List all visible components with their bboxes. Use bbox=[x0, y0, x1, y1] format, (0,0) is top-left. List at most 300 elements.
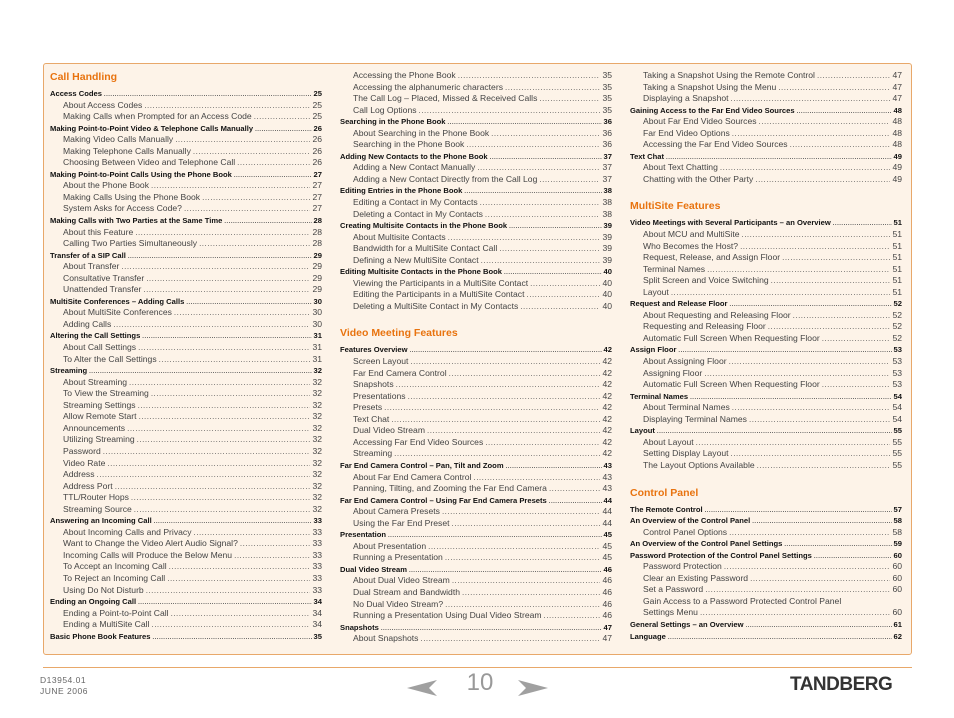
toc-topic-entry[interactable] bbox=[630, 504, 902, 516]
toc-entry-title: About Snapshots bbox=[353, 633, 419, 644]
toc-subtopic-entry[interactable] bbox=[50, 573, 322, 585]
section-heading: Control Panel bbox=[630, 486, 699, 499]
toc-entry-title: Streaming bbox=[353, 448, 393, 459]
dot-leader bbox=[724, 561, 891, 573]
toc-entry-title: Running a Presentation bbox=[353, 552, 443, 563]
dot-leader bbox=[146, 273, 310, 285]
toc-entry-title: Unattended Transfer bbox=[63, 284, 142, 295]
toc-subtopic-entry[interactable] bbox=[630, 607, 902, 619]
toc-subtopic-entry[interactable] bbox=[630, 368, 902, 380]
toc-entry-title: About Camera Presets bbox=[353, 506, 440, 517]
previous-page-icon[interactable] bbox=[407, 680, 437, 696]
toc-subtopic-entry[interactable] bbox=[630, 93, 902, 105]
toc-topic-entry[interactable] bbox=[50, 296, 322, 308]
dot-leader bbox=[143, 284, 310, 296]
toc-topic-entry[interactable] bbox=[630, 515, 902, 527]
toc-topic-entry[interactable] bbox=[340, 185, 612, 197]
toc-entry-title: Far End Camera Control – Using Far End Camera Presets bbox=[340, 495, 547, 505]
dot-leader bbox=[420, 633, 600, 645]
toc-page-number: 60 bbox=[892, 572, 902, 583]
toc-subtopic-entry[interactable] bbox=[630, 379, 902, 391]
toc-subtopic-entry[interactable] bbox=[340, 599, 612, 611]
dot-leader bbox=[666, 153, 892, 163]
toc-page-number: 25 bbox=[312, 111, 322, 122]
dot-leader bbox=[678, 346, 891, 356]
toc-entry-title: Displaying a Snapshot bbox=[643, 93, 729, 104]
toc-subtopic-entry[interactable] bbox=[50, 492, 322, 504]
toc-topic-entry[interactable] bbox=[50, 88, 322, 100]
dot-leader bbox=[527, 289, 601, 301]
toc-page-number: 45 bbox=[602, 540, 612, 551]
toc-topic-entry[interactable] bbox=[50, 631, 322, 643]
toc-entry-title: Allow Remote Start bbox=[63, 411, 137, 422]
dot-leader bbox=[107, 458, 310, 470]
toc-subtopic-entry[interactable] bbox=[340, 139, 612, 151]
toc-page-number: 51 bbox=[892, 252, 902, 263]
toc-entry-title: About Transfer bbox=[63, 261, 120, 272]
toc-subtopic-entry[interactable] bbox=[630, 573, 902, 585]
dot-leader bbox=[89, 367, 311, 377]
toc-page-number: 35 bbox=[602, 81, 612, 92]
toc-subtopic-entry[interactable] bbox=[340, 197, 612, 209]
toc-topic-entry[interactable] bbox=[50, 250, 322, 262]
toc-page-number: 32 bbox=[312, 480, 322, 491]
toc-entry-title: Accessing the Phone Book bbox=[353, 70, 456, 80]
toc-entry-title: The Call Log – Placed, Missed & Received Calls bbox=[353, 93, 538, 104]
toc-subtopic-entry[interactable] bbox=[50, 111, 322, 123]
toc-page-number: 26 bbox=[312, 157, 322, 168]
toc-subtopic-entry[interactable] bbox=[50, 388, 322, 400]
toc-frame bbox=[43, 63, 912, 655]
toc-subtopic-entry[interactable] bbox=[630, 310, 902, 322]
toc-subtopic-entry[interactable] bbox=[50, 192, 322, 204]
toc-page-number: 33 bbox=[312, 526, 322, 537]
toc-page-number: 32 bbox=[312, 469, 322, 480]
toc-subtopic-entry[interactable] bbox=[630, 70, 902, 82]
toc-entry-text[interactable]: Gain Access to a Password Protected Control Panel bbox=[643, 595, 842, 606]
toc-subtopic-entry[interactable] bbox=[50, 354, 322, 366]
toc-subtopic-entry[interactable] bbox=[630, 264, 902, 276]
toc-entry-title: About Dual Video Stream bbox=[353, 575, 450, 586]
toc-entry-title: Gaining Access to the Far End Video Sources bbox=[630, 105, 795, 115]
toc-subtopic-entry[interactable] bbox=[630, 252, 902, 264]
toc-subtopic-entry[interactable] bbox=[50, 538, 322, 550]
toc-entry-title: Password bbox=[63, 445, 101, 456]
toc-subtopic-entry[interactable] bbox=[340, 425, 612, 437]
toc-page-number: 45 bbox=[602, 552, 612, 563]
toc-topic-entry[interactable] bbox=[50, 169, 322, 181]
toc-entry-title: About Far End Camera Control bbox=[353, 471, 472, 482]
toc-subtopic-entry[interactable] bbox=[630, 275, 902, 287]
toc-entry-title: Editing Multisite Contacts in the Phone Book bbox=[340, 267, 503, 277]
dot-leader bbox=[490, 153, 602, 163]
toc-subtopic-entry[interactable] bbox=[340, 610, 612, 622]
toc-entry-title: Far End Camera Control bbox=[353, 367, 447, 378]
toc-subtopic-entry[interactable] bbox=[50, 585, 322, 597]
section-heading: Call Handling bbox=[50, 71, 118, 83]
toc-topic-entry[interactable] bbox=[630, 619, 902, 631]
toc-topic-entry[interactable] bbox=[630, 425, 902, 437]
toc-topic-entry[interactable] bbox=[340, 151, 612, 163]
toc-subtopic-entry[interactable] bbox=[340, 575, 612, 587]
toc-page-number: 54 bbox=[893, 391, 902, 401]
toc-page-number: 58 bbox=[892, 526, 902, 537]
dot-leader bbox=[151, 180, 310, 192]
dot-leader bbox=[121, 261, 310, 273]
toc-subtopic-entry[interactable] bbox=[630, 174, 902, 186]
toc-page-number: 35 bbox=[602, 104, 612, 115]
toc-entry-title: Taking a Snapshot Using the Remote Control bbox=[643, 70, 815, 80]
toc-subtopic-entry[interactable] bbox=[340, 174, 612, 186]
toc-page-number: 53 bbox=[892, 356, 902, 367]
toc-subtopic-entry[interactable] bbox=[50, 238, 322, 250]
toc-subtopic-entry[interactable] bbox=[50, 458, 322, 470]
dot-leader bbox=[175, 134, 310, 146]
toc-page-number: 61 bbox=[893, 619, 902, 629]
section-heading: MultiSite Features bbox=[630, 200, 721, 213]
toc-topic-entry[interactable] bbox=[630, 151, 902, 163]
dot-leader bbox=[237, 157, 310, 169]
toc-subtopic-entry[interactable] bbox=[340, 483, 612, 495]
toc-page-number: 53 bbox=[892, 379, 902, 390]
toc-entry-title: No Dual Video Stream? bbox=[353, 598, 444, 609]
toc-subtopic-entry[interactable] bbox=[50, 550, 322, 562]
dot-leader bbox=[381, 624, 602, 634]
dot-leader bbox=[142, 332, 311, 342]
dot-leader bbox=[704, 368, 890, 380]
toc-topic-entry[interactable] bbox=[630, 391, 902, 403]
dot-leader bbox=[138, 598, 311, 608]
toc-entry-title: Running a Presentation Using Dual Video Stream bbox=[353, 610, 542, 621]
toc-subtopic-entry[interactable] bbox=[340, 255, 612, 267]
toc-page-number: 28 bbox=[312, 226, 322, 237]
toc-subtopic-entry[interactable] bbox=[340, 587, 612, 599]
toc-subtopic-entry[interactable] bbox=[50, 273, 322, 285]
toc-entry-title: About Searching in the Phone Book bbox=[353, 127, 490, 138]
dot-leader bbox=[234, 550, 310, 562]
toc-subtopic-entry[interactable] bbox=[630, 229, 902, 241]
toc-subtopic-entry[interactable] bbox=[50, 146, 322, 158]
next-page-icon[interactable] bbox=[518, 680, 548, 696]
toc-page-number: 38 bbox=[603, 186, 612, 196]
toc-subtopic-entry[interactable] bbox=[340, 289, 612, 301]
dot-leader bbox=[530, 278, 600, 290]
toc-topic-entry[interactable] bbox=[630, 631, 902, 643]
toc-entry-title: Accessing the alphanumeric characters bbox=[353, 81, 503, 92]
dot-leader bbox=[127, 423, 310, 435]
toc-page-number: 27 bbox=[312, 191, 322, 202]
toc-entry-title: TTL/Router Hops bbox=[63, 492, 129, 503]
toc-subtopic-entry[interactable] bbox=[630, 460, 902, 472]
dot-leader bbox=[790, 139, 891, 151]
toc-subtopic-entry[interactable] bbox=[340, 209, 612, 221]
toc-subtopic-entry[interactable] bbox=[630, 448, 902, 460]
toc-subtopic-entry[interactable] bbox=[50, 608, 322, 620]
toc-subtopic-entry[interactable] bbox=[340, 437, 612, 449]
dot-leader bbox=[169, 561, 311, 573]
toc-subtopic-entry[interactable] bbox=[50, 284, 322, 296]
toc-subtopic-entry[interactable] bbox=[340, 518, 612, 530]
toc-topic-entry[interactable] bbox=[50, 123, 322, 135]
toc-page-number: 55 bbox=[893, 426, 902, 436]
toc-subtopic-entry[interactable] bbox=[630, 356, 902, 368]
toc-entry-title: An Overview of the Control Panel Settings bbox=[630, 539, 783, 549]
dot-leader bbox=[409, 566, 602, 576]
toc-subtopic-entry[interactable] bbox=[50, 342, 322, 354]
toc-subtopic-entry[interactable] bbox=[630, 333, 902, 345]
dot-leader bbox=[128, 252, 312, 262]
toc-entry-title: MultiSite Conferences – Adding Calls bbox=[50, 296, 185, 306]
toc-subtopic-entry[interactable] bbox=[50, 180, 322, 192]
toc-subtopic-entry[interactable] bbox=[340, 633, 612, 645]
dot-leader bbox=[419, 105, 601, 117]
dot-leader bbox=[445, 552, 601, 564]
toc-subtopic-entry[interactable] bbox=[50, 400, 322, 412]
toc-entry-title: Accessing the Far End Video Sources bbox=[643, 139, 788, 150]
toc-topic-entry[interactable] bbox=[340, 622, 612, 634]
toc-subtopic-entry[interactable] bbox=[50, 504, 322, 516]
toc-entry-title: About Text Chatting bbox=[643, 162, 718, 173]
dot-leader bbox=[755, 174, 890, 186]
toc-subtopic-entry[interactable] bbox=[630, 584, 902, 596]
toc-page-number: 55 bbox=[892, 436, 902, 447]
toc-page-number: 55 bbox=[892, 448, 902, 459]
dot-leader bbox=[732, 128, 891, 140]
toc-entry-title: Layout bbox=[630, 426, 655, 436]
toc-subtopic-entry[interactable] bbox=[50, 469, 322, 481]
dot-leader bbox=[485, 209, 601, 221]
toc-topic-entry[interactable] bbox=[630, 538, 902, 550]
toc-page-number: 48 bbox=[892, 139, 902, 150]
toc-subtopic-entry[interactable] bbox=[50, 377, 322, 389]
toc-page-number: 29 bbox=[312, 261, 322, 272]
toc-topic-entry[interactable] bbox=[50, 215, 322, 227]
toc-subtopic-entry[interactable] bbox=[340, 93, 612, 105]
toc-page-number: 48 bbox=[893, 105, 902, 115]
toc-subtopic-entry[interactable] bbox=[630, 287, 902, 299]
toc-page-number: 32 bbox=[312, 445, 322, 456]
toc-topic-entry[interactable] bbox=[340, 460, 612, 472]
toc-subtopic-entry[interactable] bbox=[340, 105, 612, 117]
toc-subtopic-entry[interactable] bbox=[340, 402, 612, 414]
toc-entry-title: Altering the Call Settings bbox=[50, 331, 141, 341]
toc-subtopic-entry[interactable] bbox=[630, 128, 902, 140]
toc-topic-entry[interactable] bbox=[50, 515, 322, 527]
toc-entry-title: Accessing Far End Video Sources bbox=[353, 436, 484, 447]
toc-page-number: 32 bbox=[312, 422, 322, 433]
toc-entry-title: About Multisite Contacts bbox=[353, 231, 446, 242]
toc-subtopic-entry[interactable] bbox=[50, 434, 322, 446]
toc-entry-title: System Asks for Access Code? bbox=[63, 203, 182, 214]
toc-subtopic-entry[interactable] bbox=[630, 402, 902, 414]
toc-entry-title: Adding a New Contact Directly from the Call Log bbox=[353, 173, 538, 184]
dot-leader bbox=[491, 128, 600, 140]
dot-leader bbox=[410, 356, 600, 368]
toc-page-number: 35 bbox=[313, 631, 322, 641]
toc-entry-title: Presentations bbox=[353, 390, 406, 401]
toc-page-number: 39 bbox=[603, 221, 612, 231]
dot-leader bbox=[657, 427, 892, 437]
toc-page-number: 42 bbox=[602, 356, 612, 367]
dot-leader bbox=[778, 82, 890, 94]
toc-page-number: 30 bbox=[313, 296, 322, 306]
toc-subtopic-entry[interactable] bbox=[340, 162, 612, 174]
dot-leader bbox=[159, 354, 311, 366]
toc-page-number: 46 bbox=[603, 564, 612, 574]
toc-subtopic-entry[interactable] bbox=[340, 82, 612, 94]
toc-subtopic-entry[interactable] bbox=[50, 446, 322, 458]
toc-page-number: 40 bbox=[602, 277, 612, 288]
toc-entry-title: Set a Password bbox=[643, 584, 704, 595]
toc-page-number: 53 bbox=[893, 345, 902, 355]
toc-subtopic-entry[interactable] bbox=[630, 116, 902, 128]
dot-leader bbox=[199, 238, 310, 250]
toc-topic-entry[interactable] bbox=[50, 330, 322, 342]
toc-subtopic-entry[interactable] bbox=[340, 541, 612, 553]
toc-page-number: 43 bbox=[603, 460, 612, 470]
toc-subtopic-entry[interactable] bbox=[340, 391, 612, 403]
toc-subtopic-entry[interactable] bbox=[340, 552, 612, 564]
toc-entry-title: Automatic Full Screen When Requesting Floor bbox=[643, 332, 820, 343]
toc-subtopic-entry[interactable] bbox=[630, 414, 902, 426]
toc-entry-title: Who Becomes the Host? bbox=[643, 240, 739, 251]
toc-subtopic-entry[interactable] bbox=[50, 227, 322, 239]
toc-subtopic-entry[interactable] bbox=[50, 157, 322, 169]
toc-page-number: 42 bbox=[602, 379, 612, 390]
toc-subtopic-entry[interactable] bbox=[340, 448, 612, 460]
toc-page-number: 37 bbox=[602, 162, 612, 173]
toc-page-number: 32 bbox=[313, 366, 322, 376]
toc-subtopic-entry[interactable] bbox=[340, 506, 612, 518]
dot-leader bbox=[408, 391, 601, 403]
toc-subtopic-entry[interactable] bbox=[630, 241, 902, 253]
toc-page-number: 51 bbox=[892, 229, 902, 240]
toc-subtopic-entry[interactable] bbox=[340, 70, 612, 82]
toc-topic-entry[interactable] bbox=[340, 344, 612, 356]
toc-subtopic-entry[interactable] bbox=[50, 261, 322, 273]
dot-leader bbox=[131, 492, 311, 504]
dot-leader bbox=[445, 599, 600, 611]
toc-topic-entry[interactable] bbox=[630, 217, 902, 229]
toc-subtopic-entry[interactable] bbox=[50, 561, 322, 573]
dot-leader bbox=[448, 232, 601, 244]
toc-entry-title: About Access Codes bbox=[63, 99, 143, 110]
toc-page-number: 51 bbox=[893, 218, 902, 228]
toc-topic-entry[interactable] bbox=[340, 116, 612, 128]
toc-entry-title: Presets bbox=[353, 402, 383, 413]
toc-subtopic-entry[interactable] bbox=[50, 203, 322, 215]
toc-subtopic-entry[interactable] bbox=[340, 414, 612, 426]
toc-subtopic-entry[interactable] bbox=[340, 243, 612, 255]
dot-leader bbox=[504, 268, 602, 278]
dot-leader bbox=[466, 139, 600, 151]
toc-page-number: 52 bbox=[892, 309, 902, 320]
toc-topic-entry[interactable] bbox=[340, 220, 612, 232]
toc-page-number: 39 bbox=[602, 254, 612, 265]
toc-entry-title: Address bbox=[63, 469, 95, 480]
toc-subtopic-entry[interactable] bbox=[630, 321, 902, 333]
dot-leader bbox=[194, 527, 311, 539]
toc-subtopic-entry[interactable] bbox=[50, 319, 322, 331]
toc-entry-title: Adding New Contacts to the Phone Book bbox=[340, 151, 488, 161]
toc-page-number: 46 bbox=[602, 598, 612, 609]
dot-leader bbox=[458, 70, 601, 82]
toc-entry-title: About the Phone Book bbox=[63, 180, 150, 191]
dot-leader bbox=[729, 527, 890, 539]
toc-subtopic-entry[interactable] bbox=[50, 307, 322, 319]
toc-topic-entry[interactable] bbox=[340, 495, 612, 507]
dot-leader bbox=[797, 107, 892, 117]
toc-subtopic-entry[interactable] bbox=[340, 379, 612, 391]
toc-subtopic-entry[interactable] bbox=[340, 472, 612, 484]
toc-subtopic-entry[interactable] bbox=[50, 527, 322, 539]
toc-topic-entry[interactable] bbox=[340, 529, 612, 541]
toc-page-number: 27 bbox=[313, 169, 322, 179]
toc-subtopic-entry[interactable] bbox=[630, 82, 902, 94]
toc-topic-entry[interactable] bbox=[340, 564, 612, 576]
dot-leader bbox=[473, 472, 600, 484]
toc-subtopic-entry[interactable] bbox=[630, 437, 902, 449]
toc-entry-title: Ending a Point-to-Point Call bbox=[63, 607, 169, 618]
toc-subtopic-entry[interactable] bbox=[340, 128, 612, 140]
toc-subtopic-entry[interactable] bbox=[50, 134, 322, 146]
toc-entry-title: Consultative Transfer bbox=[63, 272, 145, 283]
toc-subtopic-entry[interactable] bbox=[340, 232, 612, 244]
dot-leader bbox=[700, 607, 891, 619]
toc-topic-entry[interactable] bbox=[50, 365, 322, 377]
toc-page-number: 58 bbox=[893, 516, 902, 526]
toc-entry-title: Password Protection bbox=[643, 561, 722, 572]
toc-subtopic-entry[interactable] bbox=[340, 368, 612, 380]
toc-entry-title: Screen Layout bbox=[353, 356, 409, 367]
toc-subtopic-entry[interactable] bbox=[340, 301, 612, 313]
toc-topic-entry[interactable] bbox=[340, 266, 612, 278]
dot-leader bbox=[833, 219, 892, 229]
toc-entry-title: Making Calls with Two Parties at the Same Time bbox=[50, 216, 223, 226]
toc-topic-entry[interactable] bbox=[50, 596, 322, 608]
toc-topic-entry[interactable] bbox=[630, 298, 902, 310]
toc-subtopic-entry[interactable] bbox=[50, 481, 322, 493]
toc-subtopic-entry[interactable] bbox=[50, 619, 322, 631]
toc-page-number: 25 bbox=[313, 89, 322, 98]
dot-leader bbox=[759, 116, 891, 128]
toc-page-number: 47 bbox=[892, 81, 902, 92]
toc-entry-title: Dual Stream and Bandwidth bbox=[353, 586, 461, 597]
toc-subtopic-entry[interactable] bbox=[340, 356, 612, 368]
toc-topic-entry[interactable] bbox=[630, 550, 902, 562]
toc-entry-title: Displaying Terminal Names bbox=[643, 413, 747, 424]
toc-entry-title: Defining a New MultiSite Contact bbox=[353, 254, 479, 265]
toc-entry-title: Using the Far End Preset bbox=[353, 517, 450, 528]
toc-page-number: 55 bbox=[892, 459, 902, 470]
toc-subtopic-entry[interactable] bbox=[340, 278, 612, 290]
toc-subtopic-entry[interactable] bbox=[50, 100, 322, 112]
toc-page-number: 42 bbox=[603, 345, 612, 355]
dot-leader bbox=[477, 162, 600, 174]
toc-subtopic-entry[interactable] bbox=[630, 527, 902, 539]
toc-topic-entry[interactable] bbox=[630, 105, 902, 117]
toc-subtopic-entry[interactable] bbox=[50, 423, 322, 435]
toc-subtopic-entry[interactable] bbox=[630, 162, 902, 174]
toc-subtopic-entry[interactable] bbox=[630, 561, 902, 573]
toc-subtopic-entry[interactable] bbox=[50, 411, 322, 423]
toc-topic-entry[interactable] bbox=[630, 344, 902, 356]
toc-page-number: 46 bbox=[602, 575, 612, 586]
toc-entry-title: Assign Floor bbox=[630, 345, 677, 355]
dot-leader bbox=[539, 174, 600, 186]
toc-subtopic-entry[interactable] bbox=[630, 139, 902, 151]
toc-page-number: 39 bbox=[602, 231, 612, 242]
